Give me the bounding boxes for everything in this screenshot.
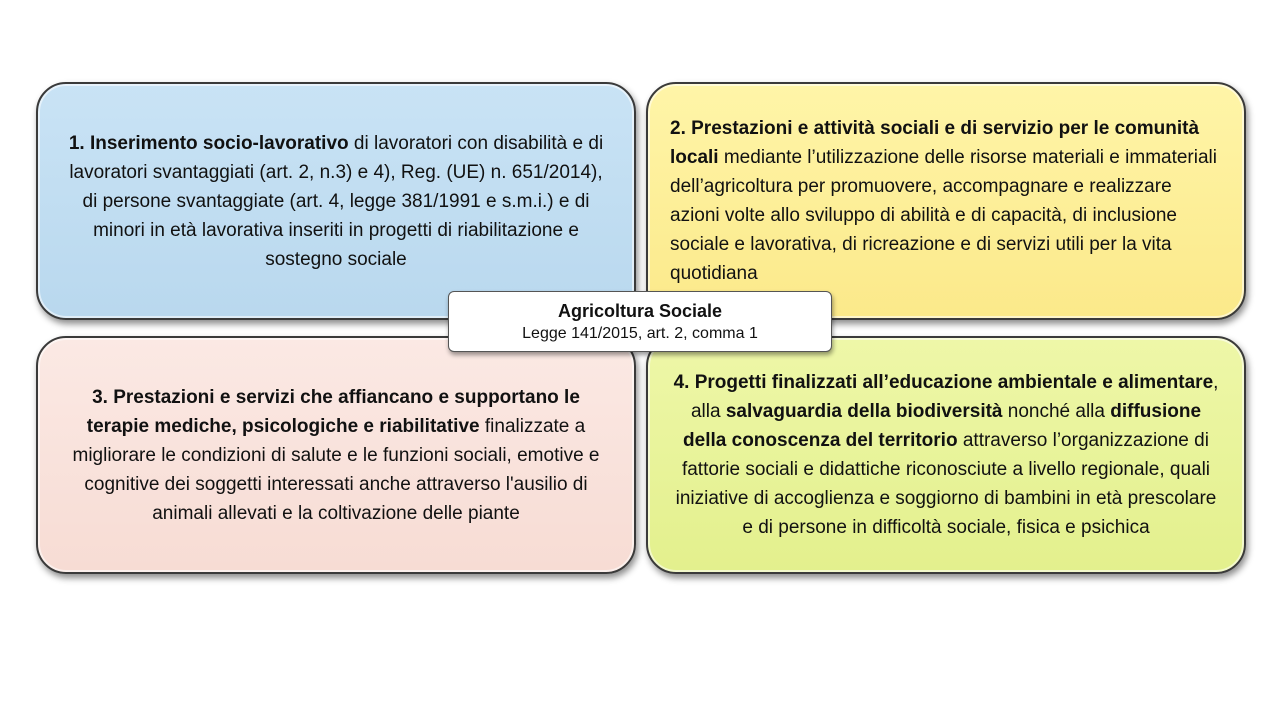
box-text-bold: salvaguardia della biodiversità: [725, 401, 1003, 422]
box-text: [670, 114, 1222, 288]
box-prestazioni-sociali: [646, 82, 1246, 320]
center-label-box: [448, 291, 832, 352]
box-terapie: [36, 336, 636, 574]
box-text-bold: 4. Progetti finalizzati all’educazione ambientale e alimentare: [673, 372, 1214, 393]
box-text-bold: 2. Prestazioni e attività sociali e di servizio per le comunità locali: [670, 118, 1200, 168]
box-text: [60, 383, 612, 528]
box-text-bold: 3. Prestazioni e servizi che affiancano e supportano le terapie mediche, psicologiche e riabilitative: [86, 386, 580, 437]
box-text-regular: finalizzate a migliorare le condizioni di salute e le funzioni sociali, emotive e cognitive dei soggetti interessati anche attraverso l'ausilio di animali allevati e la coltivazione delle piante: [72, 415, 600, 524]
box-text: [60, 129, 612, 274]
box-text-bold: 1. Inserimento socio-lavorativo: [68, 132, 349, 154]
box-educazione-ambientale: [646, 336, 1246, 574]
center-subtitle: Legge 141/2015, art. 2, comma 1: [522, 324, 758, 342]
box-text: [670, 368, 1222, 542]
center-title: Agricoltura Sociale: [557, 300, 723, 321]
box-text-regular: mediante l’utilizzazione delle risorse materiali e immateriali dell’agricoltura per promuovere, accompagnare e realizzare azioni volte allo sviluppo di abilità e di capacità, di inclusione sociale e lavorativa, di ricreazione e di servizi utili per la vita quotidiana: [670, 147, 1217, 284]
box-text-regular: attraverso l’organizzazione di fattorie sociali e didattiche riconosciute a livello regionale, quali iniziative di accoglienza e soggiorno di bambini in età prescolare e di persone in difficoltà sociale, fisica e psichica: [675, 430, 1217, 538]
box-text-regular: nonché alla: [1002, 401, 1111, 422]
box-text-bold: diffusione della conoscenza del territorio: [683, 401, 1202, 451]
box-inserimento-socio-lavorativo: [36, 82, 636, 320]
box-text-regular: di lavoratori con disabilità e di lavoratori svantaggiati (art. 2, n.3) e 4), Reg. (UE) n. 651/2014), di persone svantaggiate (art. 4, legge 381/1991 e s.m.i.) e di minori in età lavorativa inseriti in progetti di riabilitazione e sostegno sociale: [69, 132, 604, 270]
box-text-regular: , alla: [690, 372, 1219, 422]
